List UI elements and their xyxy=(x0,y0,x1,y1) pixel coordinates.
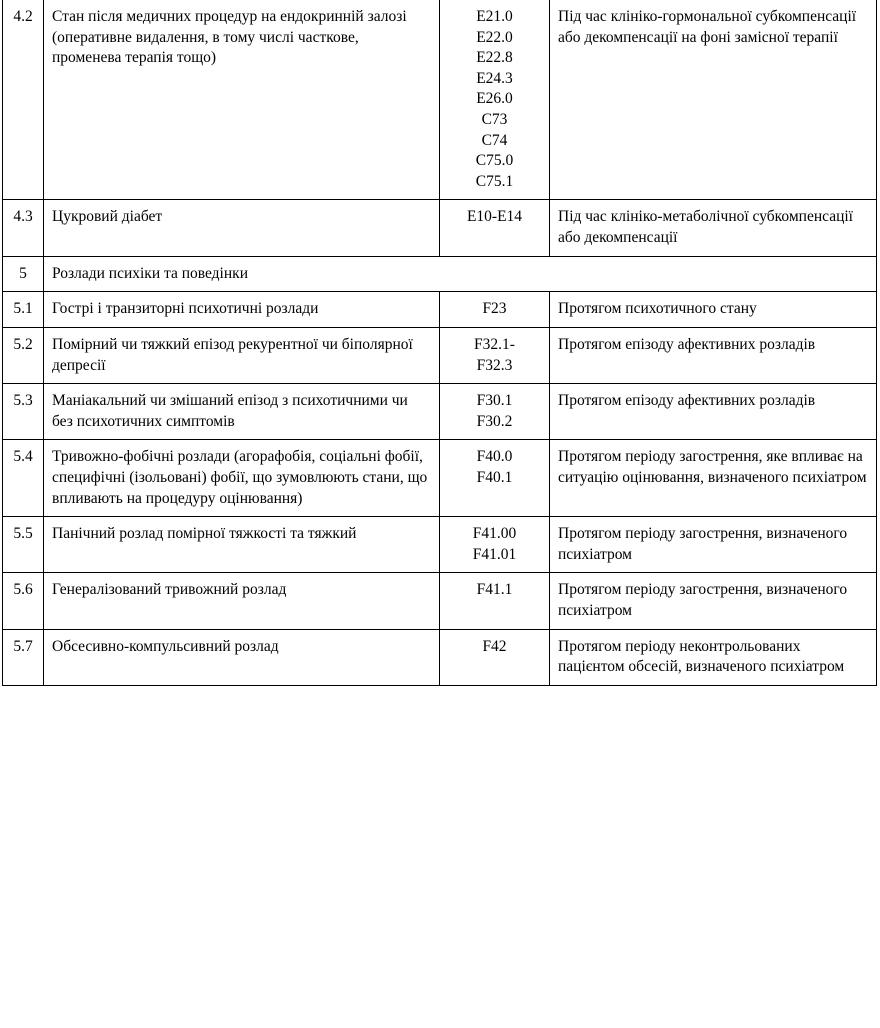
condition-name: Генералізований тривожний розлад xyxy=(44,573,440,629)
icd-code: F23 xyxy=(482,300,507,318)
icd-code-cell xyxy=(440,292,550,328)
row-number: 5.3 xyxy=(3,384,44,440)
condition-note: Протягом періоду загострення, визначеного психіатром xyxy=(550,573,877,629)
condition-note: Під час клініко-метаболічної субкомпенсації або декомпенсації xyxy=(550,200,877,256)
icd-code: C75.0 xyxy=(475,152,514,170)
icd-code-cell xyxy=(440,440,550,517)
table-row xyxy=(3,629,877,685)
table-row xyxy=(3,292,877,328)
condition-name: Помірний чи тяжкий епізод рекурентної чи біполярної депресії xyxy=(44,327,440,383)
table-row xyxy=(3,384,877,440)
icd-code: E22.0 xyxy=(476,28,513,46)
table-row xyxy=(3,517,877,573)
row-number: 4.3 xyxy=(3,200,44,256)
icd-code: C74 xyxy=(481,131,508,149)
condition-note: Протягом періоду загострення, яке впливає на ситуацію оцінювання, визначеного психіатром xyxy=(550,440,877,517)
icd-code: E26.0 xyxy=(476,90,513,108)
condition-name: Обсесивно-компульсивний розлад xyxy=(44,629,440,685)
row-number: 5.5 xyxy=(3,517,44,573)
condition-name: Цукровий діабет xyxy=(44,200,440,256)
icd-code: F32.3 xyxy=(476,356,513,374)
icd-code-cell xyxy=(440,327,550,383)
icd-code: F30.1 xyxy=(476,392,513,410)
icd-code-cell xyxy=(440,517,550,573)
icd-code: E22.8 xyxy=(476,49,513,67)
condition-note: Протягом психотичного стану xyxy=(550,292,877,328)
row-number: 5.7 xyxy=(3,629,44,685)
icd-code-cell xyxy=(440,629,550,685)
row-number: 5.2 xyxy=(3,327,44,383)
icd-code-cell xyxy=(440,0,550,200)
icd-code: F40.1 xyxy=(476,468,513,486)
table-row xyxy=(3,573,877,629)
table-row xyxy=(3,327,877,383)
section-title: Розлади психіки та поведінки xyxy=(44,256,877,292)
icd-code: F41.00 xyxy=(472,525,517,543)
icd-code-cell xyxy=(440,384,550,440)
condition-note: Під час клініко-гормональної субкомпенсації або декомпенсації на фоні замісної терапії xyxy=(550,0,877,200)
icd-code-cell xyxy=(440,573,550,629)
icd-code: F41.1 xyxy=(476,581,513,599)
icd-code: C75.1 xyxy=(475,172,514,190)
row-number: 5.6 xyxy=(3,573,44,629)
row-number: 4.2 xyxy=(3,0,44,200)
condition-note: Протягом періоду неконтрольованих пацієнтом обсесій, визначеного психіатром xyxy=(550,629,877,685)
icd-code: E21.0 xyxy=(476,8,513,25)
icd-code-cell xyxy=(440,200,550,256)
condition-name: Стан після медичних процедур на ендокринній залозі (оперативне видалення, в тому числі часткове, променева терапія тощо) xyxy=(44,0,440,200)
table-row xyxy=(3,256,877,292)
icd-code: F42 xyxy=(482,637,507,655)
condition-note: Протягом періоду загострення, визначеного психіатром xyxy=(550,517,877,573)
row-number: 5 xyxy=(3,256,44,292)
icd-code: E10-E14 xyxy=(466,208,523,226)
table-body xyxy=(3,0,877,685)
condition-name: Панічний розлад помірної тяжкості та тяжкий xyxy=(44,517,440,573)
icd-code: F40.0 xyxy=(476,448,513,466)
condition-note: Протягом епізоду афективних розладів xyxy=(550,384,877,440)
icd-code: F41.01 xyxy=(472,545,517,563)
condition-name: Гострі і транзиторні психотичні розлади xyxy=(44,292,440,328)
row-number: 5.4 xyxy=(3,440,44,517)
icd-code: E24.3 xyxy=(476,69,513,87)
table-row xyxy=(3,200,877,256)
condition-note: Протягом епізоду афективних розладів xyxy=(550,327,877,383)
table-row xyxy=(3,440,877,517)
icd-code: F32.1- xyxy=(474,335,515,353)
row-number: 5.1 xyxy=(3,292,44,328)
icd-code: F30.2 xyxy=(476,412,513,430)
classification-table xyxy=(2,0,877,686)
icd-code: C73 xyxy=(481,111,508,129)
table-row xyxy=(3,0,877,200)
condition-name: Тривожно-фобічні розлади (агорафобія, соціальні фобії, специфічні (ізольовані) фобії, що зумовлюють стани, що впливають на процедуру оцінювання) xyxy=(44,440,440,517)
condition-name: Маніакальний чи змішаний епізод з психотичними чи без психотичних симптомів xyxy=(44,384,440,440)
